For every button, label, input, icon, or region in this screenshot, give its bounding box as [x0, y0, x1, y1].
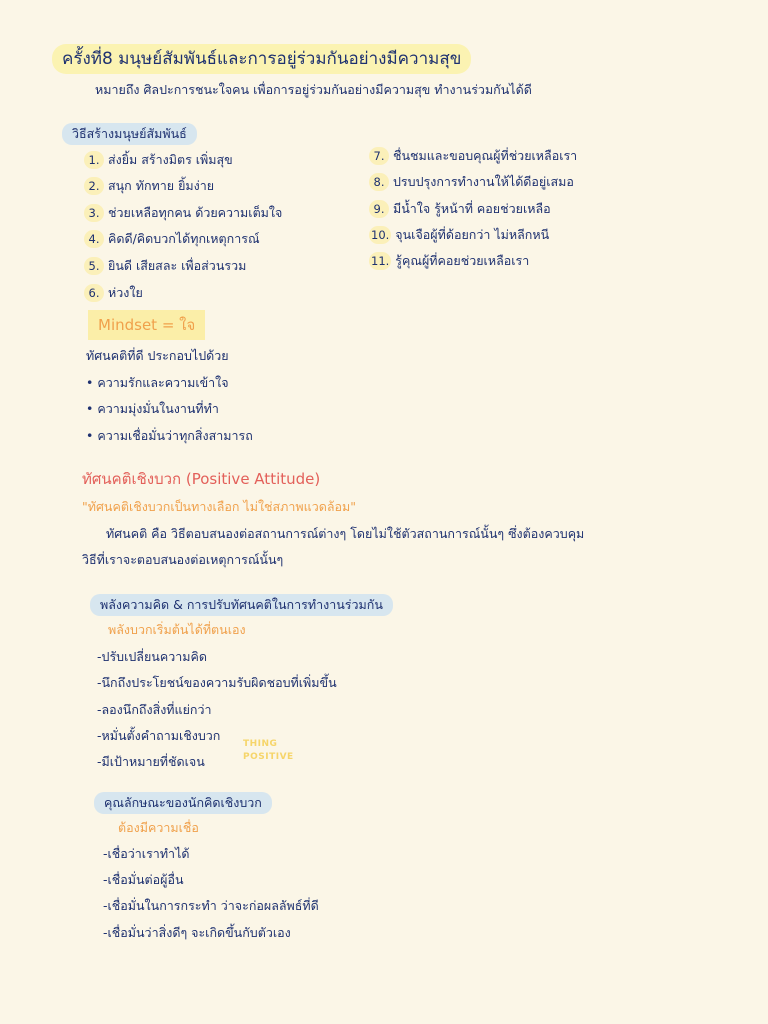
- paragraph-line: วิธีที่เราจะตอบสนองต่อเหตุการณ์นั้นๆ: [82, 552, 284, 567]
- list-item: [84, 229, 260, 249]
- list-item: [84, 283, 143, 303]
- section-heading-build-relationship: วิธีสร้างมนุษย์สัมพันธ์: [62, 123, 197, 145]
- mindset-label: Mindset = ใจ: [88, 310, 205, 340]
- section-subheading: พลังบวกเริ่มต้นได้ที่ตนเอง: [108, 622, 246, 637]
- list-item: • ความเชื่อมั่นว่าทุกสิ่งสามารถ: [86, 428, 253, 443]
- list-item: [84, 256, 246, 276]
- mindset-description: ทัศนคติที่ดี ประกอบไปด้วย: [86, 348, 229, 363]
- item-text: คิดดี/คิดบวกได้ทุกเหตุการณ์: [108, 231, 260, 246]
- list-item: [369, 225, 549, 245]
- item-text: สนุก ทักทาย ยิ้มง่าย: [108, 178, 215, 193]
- page-title: ครั้งที่8 มนุษย์สัมพันธ์และการอยู่ร่วมกันอย่างมีความสุข: [52, 44, 471, 74]
- item-number: 11.: [371, 254, 390, 268]
- item-text: ห่วงใย: [108, 285, 143, 300]
- item-number: 7.: [369, 147, 389, 165]
- item-text: ช่วยเหลือทุกคน ด้วยความเต็มใจ: [108, 205, 283, 220]
- item-number: 2.: [84, 177, 104, 195]
- list-item: [369, 146, 577, 166]
- list-item: -เชื่อว่าเราทำได้: [103, 846, 190, 861]
- list-item: [84, 176, 214, 196]
- sticker-line: THING: [243, 739, 278, 749]
- section-subheading: ต้องมีความเชื่อ: [118, 820, 199, 835]
- list-item: -นึกถึงประโยชน์ของความรับผิดชอบที่เพิ่มขึ้น: [97, 675, 337, 690]
- item-number: 4.: [84, 230, 104, 248]
- item-text: ชื่นชมและขอบคุณผู้ที่ช่วยเหลือเรา: [393, 148, 578, 163]
- list-item: -มีเป้าหมายที่ชัดเจน: [97, 754, 205, 769]
- section-heading-power-of-thought: พลังความคิด & การปรับทัศนคติในการทำงานร่วมกัน: [90, 594, 393, 616]
- list-item: -เชื่อมั่นว่าสิ่งดีๆ จะเกิดขึ้นกับตัวเอง: [103, 925, 291, 940]
- sticker-line: POSITIVE: [243, 752, 294, 762]
- section-heading-positive-thinker-traits: คุณลักษณะของนักคิดเชิงบวก: [94, 792, 272, 814]
- list-item: • ความมุ่งมั่นในงานที่ทำ: [86, 401, 219, 416]
- item-number: 1.: [84, 151, 104, 169]
- list-item: [369, 199, 551, 219]
- item-number: 5.: [84, 257, 104, 275]
- list-item: -เชื่อมั่นต่อผู้อื่น: [103, 872, 184, 887]
- list-item: -หมั่นตั้งคำถามเชิงบวก: [97, 728, 221, 743]
- item-number: 9.: [369, 200, 389, 218]
- item-number: 10.: [371, 228, 390, 242]
- item-text: รู้คุณผู้ที่คอยช่วยเหลือเรา: [395, 253, 530, 268]
- list-item: [84, 150, 233, 170]
- positive-thing-sticker: [243, 738, 294, 764]
- list-item: [84, 203, 282, 223]
- list-item: [369, 251, 529, 271]
- list-item: [369, 172, 574, 192]
- positive-attitude-heading: ทัศนคติเชิงบวก (Positive Attitude): [82, 470, 321, 488]
- item-number: 3.: [84, 204, 104, 222]
- list-item: -ปรับเปลี่ยนความคิด: [97, 649, 207, 664]
- item-text: ส่งยิ้ม สร้างมิตร เพิ่มสุข: [108, 152, 233, 167]
- item-text: มีน้ำใจ รู้หน้าที่ คอยช่วยเหลือ: [393, 201, 551, 216]
- item-number: 6.: [84, 284, 104, 302]
- list-item: -ลองนึกถึงสิ่งที่แย่กว่า: [97, 702, 212, 717]
- item-text: จุนเจือผู้ที่ด้อยกว่า ไม่หลีกหนี: [395, 227, 550, 242]
- item-text: ปรบปรุงการทำงานให้ได้ดีอยู่เสมอ: [393, 174, 574, 189]
- item-text: ยินดี เสียสละ เพื่อส่วนรวม: [108, 258, 247, 273]
- list-item: -เชื่อมั่นในการกระทำ ว่าจะก่อผลลัพธ์ที่ดี: [103, 898, 319, 913]
- item-number: 8.: [369, 173, 389, 191]
- positive-attitude-quote: "ทัศนคติเชิงบวกเป็นทางเลือก ไม่ใช่สภาพแวดล้อม": [82, 499, 357, 514]
- list-item: • ความรักและความเข้าใจ: [86, 375, 229, 390]
- paragraph-line: ทัศนคติ คือ วิธีตอบสนองต่อสถานการณ์ต่างๆ โดยไม่ใช้ตัวสถานการณ์นั้นๆ ซึ่งต้องควบคุม: [106, 526, 585, 541]
- intro-text: หมายถึง ศิลปะการชนะใจคน เพื่อการอยู่ร่วมกันอย่างมีความสุข ทำงานร่วมกันได้ดี: [95, 82, 532, 97]
